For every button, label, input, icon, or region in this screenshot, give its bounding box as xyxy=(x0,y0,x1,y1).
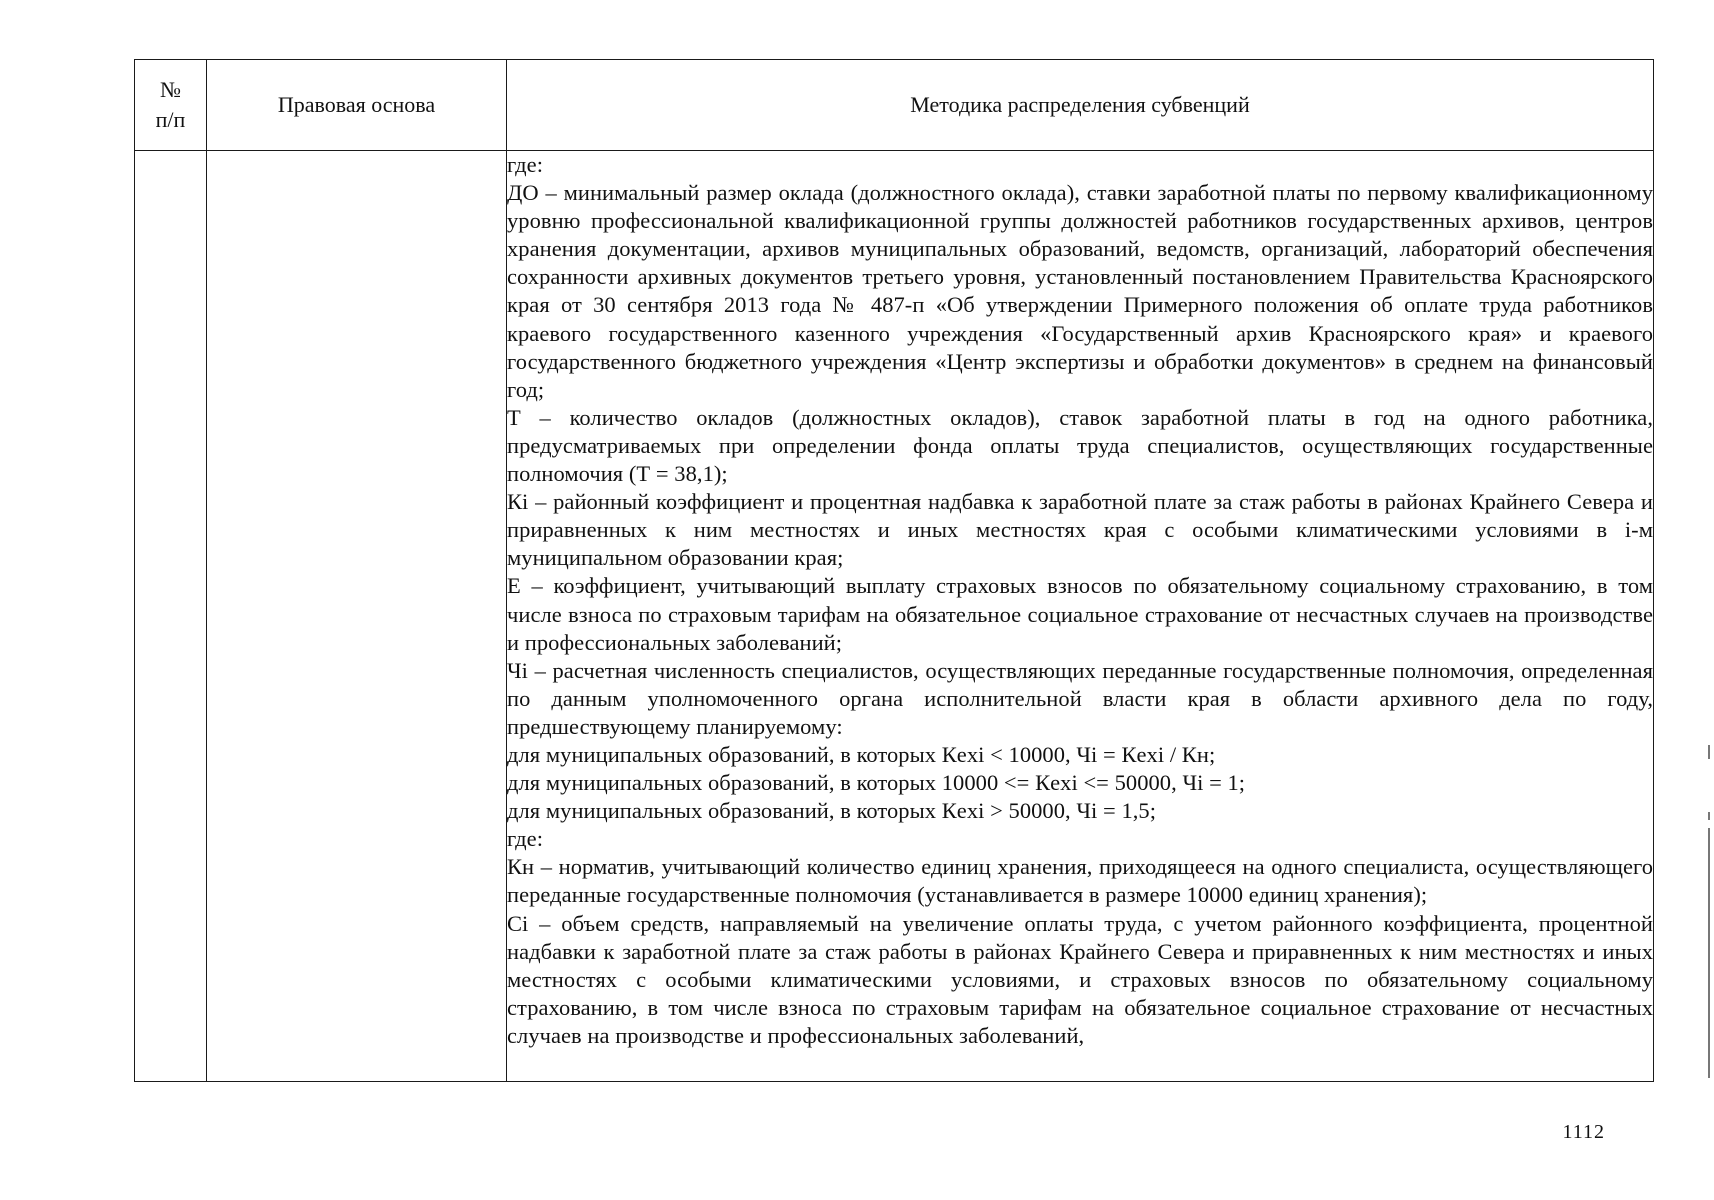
header-number-symbol: № xyxy=(160,77,181,103)
methodology-paragraph: для муниципальных образований, в которых Кexi < 10000, Чi = Кexi / Кн; xyxy=(507,741,1216,767)
header-number xyxy=(135,60,207,151)
methodology-paragraph: где: xyxy=(507,826,543,852)
scan-artifact xyxy=(1708,812,1710,820)
header-methodology: Методика распределения субвенций xyxy=(507,60,1654,151)
methodology-paragraph: Е – коэффициент, учитывающий выплату страховых взносов по обязательному социальному страхованию, в том числе взноса по страховым тарифам на обязательное социальное страхование от несчастных случаев на производстве и профессиональных заболеваний; xyxy=(507,573,1653,655)
row-legal-basis-cell xyxy=(207,151,507,1082)
methodology-paragraph: для муниципальных образований, в которых Кexi > 50000, Чi = 1,5; xyxy=(507,798,1157,824)
methodology-paragraph: Кi – районный коэффициент и процентная надбавка к заработной плате за стаж работы в районах Крайнего Севера и приравненных к ним местностях и иных местностях края с особыми климатическими условиями в i-м муниципальном образовании края; xyxy=(507,489,1653,571)
methodology-paragraph: ДО – минимальный размер оклада (должностного оклада), ставки заработной платы по первому квалификационному уровню профессиональной квалификационной группы должностей работников государственных архивов, центров хранения документации, архивов муниципальных образований, ведомств, организаций, лабораторий обеспечения сохранности архивных документов третьего уровня, установленный постановлением Правительства Красноярского края от 30 сентября 2013 года № 487-п «Об утверждении Примерного положения об оплате труда работников краевого государственного казенного учреждения «Государственный архив Красноярского края» и краевого государственного бюджетного учреждения «Центр экспертизы и обработки документов» в среднем на финансовый год; xyxy=(507,180,1653,402)
row-number-cell xyxy=(135,151,207,1082)
methodology-paragraph: Кн – норматив, учитывающий количество единиц хранения, приходящееся на одного специалиста, осуществляющего переданные государственные полномочия (устанавливается в размере 10000 единиц хранения); xyxy=(507,854,1653,908)
methodology-paragraph: Т – количество окладов (должностных окладов), ставок заработной платы в год на одного работника, предусматриваемых при определении фонда оплаты труда специалистов, осуществляющих государственные полномочия (Т = 38,1); xyxy=(507,404,1653,487)
row-methodology-cell xyxy=(507,151,1654,1082)
methodology-text xyxy=(507,151,1653,1050)
methodology-paragraph: Сi – объем средств, направляемый на увеличение оплаты труда, с учетом районного коэффициента, процентной надбавки к заработной плате за стаж работы в районах Крайнего Севера и приравненных к ним местностях и иных местностях с особыми климатическими условиями, и страховых взносов по обязательному социальному страхованию, в том числе взноса по страховым тарифам на обязательное социальное страхование от несчастных случаев на производстве и профессиональных заболеваний, xyxy=(507,910,1653,1048)
table-header-row xyxy=(135,60,1654,151)
methodology-paragraph: где: xyxy=(507,152,543,177)
table-row xyxy=(135,151,1654,1082)
methodology-paragraph: для муниципальных образований, в которых 10000 <= Кexi <= 50000, Чi = 1; xyxy=(507,770,1246,796)
page-number: 1112 xyxy=(1562,1121,1605,1143)
subvention-methodology-table xyxy=(134,59,1654,1082)
header-legal-basis: Правовая основа xyxy=(207,60,507,151)
methodology-paragraph: Чi – расчетная численность специалистов, осуществляющих переданные государственные полномочия, определенная по данным уполномоченного органа исполнительной власти края в области архивного дела по году, предшествующему планируемому: xyxy=(507,657,1653,739)
scan-artifact xyxy=(1708,828,1710,1078)
header-number-abbrev: п/п xyxy=(155,107,186,132)
scan-artifact xyxy=(1708,745,1710,759)
